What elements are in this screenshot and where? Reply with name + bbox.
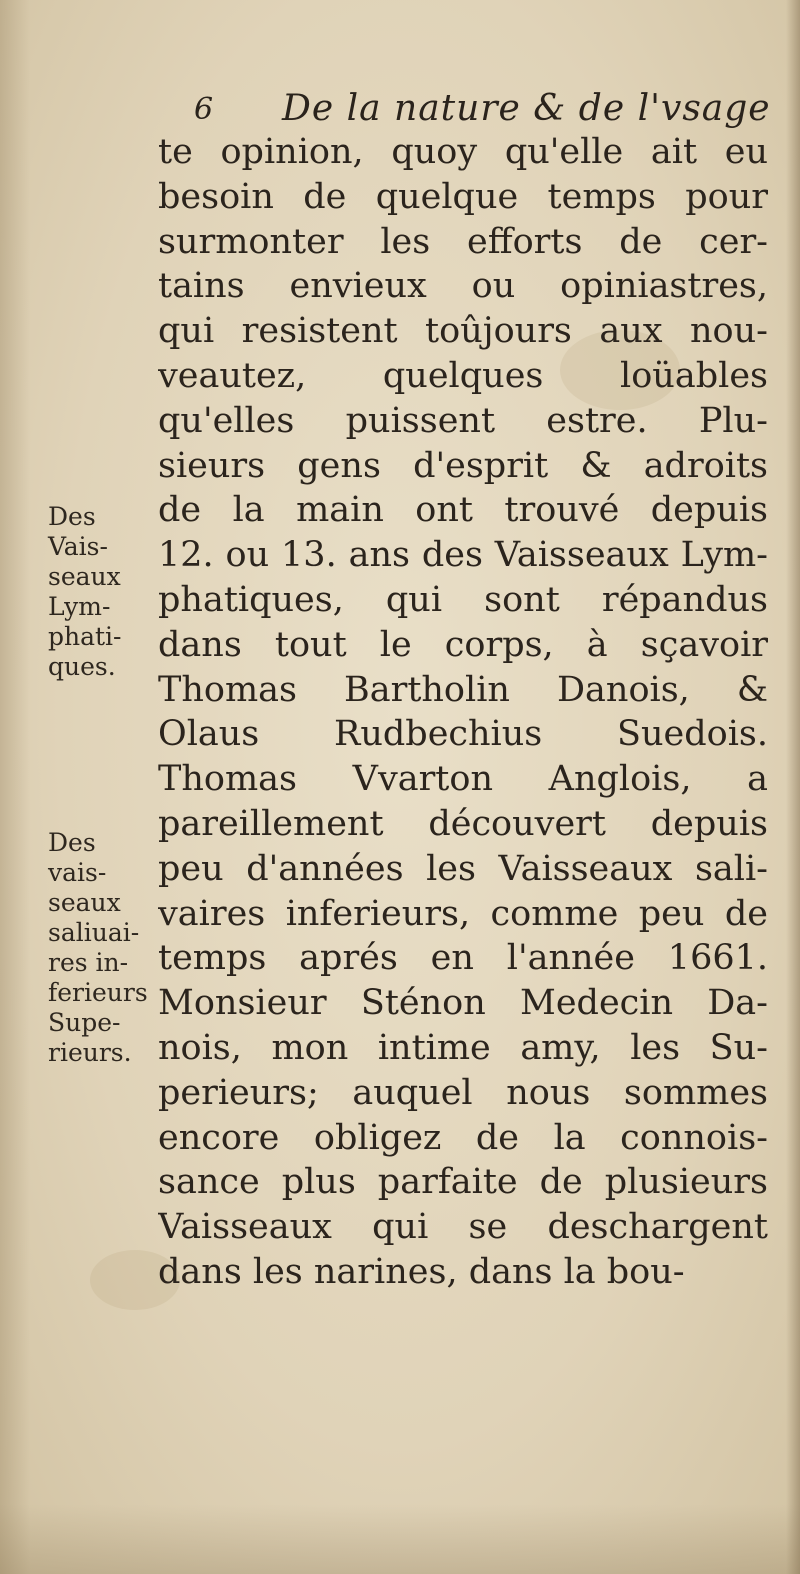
text-line: de la main ont trouvé depuis (158, 490, 768, 531)
text-line: qu'elles puissent estre. Plu- (158, 400, 768, 441)
margin-note-line: ferieurs (48, 978, 148, 1007)
margin-note-line: seaux (48, 888, 121, 917)
margin-note-line: res in- (48, 948, 129, 977)
body-text (158, 130, 768, 1295)
margin-note-line: Vais- (48, 532, 108, 561)
text-line: dans les narines, dans la bou- (158, 1251, 685, 1292)
page-number: 6 (194, 92, 214, 127)
text-line: Thomas Vvarton Anglois, a (158, 759, 768, 800)
margin-note-line: rieurs. (48, 1038, 132, 1067)
text-line: phatiques, qui sont répandus (158, 579, 768, 620)
text-line: te opinion, quoy qu'elle ait eu (158, 132, 768, 172)
text-line: nois, mon intime amy, les Su- (158, 1027, 768, 1068)
running-title: De la nature & de l'vsage (282, 88, 771, 129)
page-fold-shadow (0, 0, 30, 1574)
page-edge-shadow (786, 0, 800, 1574)
text-line: dans tout le corps, à sçavoir (158, 624, 768, 665)
text-line: peu d'années les Vaisseaux sali- (158, 848, 768, 889)
text-line: Olaus Rudbechius Suedois. (158, 714, 768, 755)
text-line: temps aprés en l'année 1661. (158, 938, 768, 979)
text-line: sieurs gens d'esprit & adroits (158, 445, 768, 486)
text-line: sance plus parfaite de plusieurs (158, 1162, 768, 1203)
page-bottom-shadow (0, 1504, 800, 1574)
margin-note-line: phati- (48, 622, 122, 651)
margin-note-line: saliuai- (48, 918, 140, 947)
text-line: encore obligez de la connois- (158, 1117, 768, 1158)
margin-note-line: seaux (48, 562, 121, 591)
text-line: Thomas Bartholin Danois, & (158, 669, 768, 710)
text-line: besoin de quelque temps pour (158, 176, 768, 217)
text-line: surmonter les efforts de cer- (158, 221, 768, 262)
text-line: vaires inferieurs, comme peu de (158, 893, 768, 934)
text-line: perieurs; auquel nous sommes (158, 1072, 768, 1113)
text-line: tains envieux ou opiniastres, (158, 266, 768, 307)
text-line: Vaisseaux qui se deschargent (158, 1207, 768, 1248)
margin-note-lymphatic-vessels (48, 502, 160, 682)
margin-note-line: vais- (48, 858, 107, 887)
text-line: pareillement découvert depuis (158, 803, 768, 844)
margin-note-line: Supe- (48, 1008, 121, 1037)
text-line: 12. ou 13. ans des Vaisseaux Lym- (158, 535, 768, 576)
margin-note-line: Des (48, 828, 96, 857)
page-header (178, 88, 771, 134)
text-line: qui resistent toûjours aux nou- (158, 311, 768, 352)
margin-note-salivary-vessels (48, 828, 160, 1068)
margin-note-line: Des (48, 502, 96, 531)
text-line: veautez, quelques loüables (158, 355, 768, 396)
margin-note-line: ques. (48, 652, 116, 681)
margin-note-line: Lym- (48, 592, 111, 621)
text-line: Monsieur Sténon Medecin Da- (158, 983, 768, 1024)
